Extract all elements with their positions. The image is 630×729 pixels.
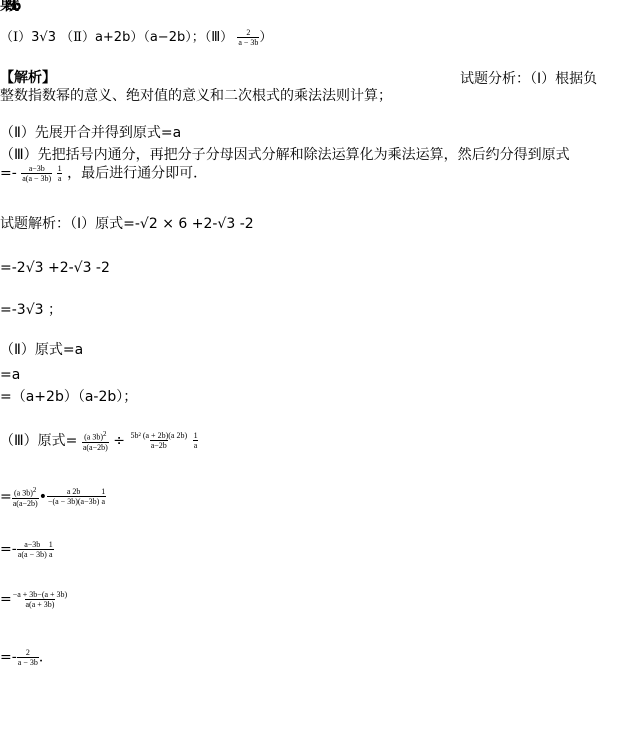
solution-part2-line-3: =（a+2b）（a-2b）； <box>0 389 138 405</box>
solution-part2-line-2: =a <box>0 367 21 383</box>
r2-frac-1: $\frac{a-3b}{a(a - 3b)}$ <box>17 540 47 559</box>
solution-step-r2: =- $\frac{a-3b}{a(a - 3b)}$ $\frac{1}{a}$ <box>0 540 53 559</box>
solution-step-r3: = $\frac{-a + 3b-(a + 3b)}{a(a + 3b)}$ <box>0 590 68 609</box>
solution-step-2: =-3√3 ； <box>0 302 62 318</box>
problem-answer-line <box>0 28 272 47</box>
solution-intro-expr: -√2 × 6 +2-√3 -2 <box>134 216 254 232</box>
analysis-right-title: 试题分析：（Ⅰ）根据负 <box>460 71 598 87</box>
analysis-line-3: （Ⅲ）先把括号内通分，再把分子分母因式分解和除法运算化为乘法运算，然后约分得到原式 <box>0 147 570 163</box>
garbled-header: 果统b <box>0 0 15 14</box>
analysis-line-2: （Ⅱ）先展开合并得到原式=a <box>0 125 182 141</box>
part2-label: （Ⅱ） <box>60 30 95 45</box>
r2-frac-2: $\frac{1}{a}$ <box>48 540 53 559</box>
solution-part3: （Ⅲ）原式= $\frac{(a 3b)^2}{a(a-2b)}$ ÷ $\frac{\text{5b² (a + 2b)(a 2b)}}{a-2b}$ $\frac{1}{a}$ <box>0 430 198 452</box>
solution-intro: 试题解析：（Ⅰ）原式=-√2 × 6 +2-√3 -2 <box>0 216 254 232</box>
solution-step-r4: =- $\frac{2}{a - 3b}$ ． <box>0 648 53 667</box>
r3-frac: $\frac{-a + 3b-(a + 3b)}{a(a + 3b)}$ <box>12 590 68 609</box>
part3-fraction: $\frac{2}{a - 3b}$ <box>238 28 259 47</box>
solution-step-r1: = $\frac{(a 3b)^2}{a(a-2b)}$ • $\frac{a 2b}{-(a - 3b)(a-3b)}$ $\frac{1}{a}$ <box>0 486 106 508</box>
analysis-fraction-2: $\frac{1}{a}$ <box>57 164 62 183</box>
solution-step-1: =-2√3 +2-√3 -2 <box>0 260 110 276</box>
r1-frac-2: $\frac{a 2b}{-(a - 3b)(a-3b)}$ <box>47 487 100 507</box>
analysis-fraction-1: $\frac{a-3b}{a(a - 3b)}$ <box>22 164 52 183</box>
part3-frac-2: $\frac{\text{5b² (a + 2b)(a 2b)}}{a-2b}$ <box>130 431 188 451</box>
part1-value: 3√3 <box>31 30 56 45</box>
part2-value: a+2b）（a−2b）；（Ⅲ） <box>94 30 234 45</box>
part1-label: （Ⅰ） <box>0 30 32 45</box>
r1-frac-3: $\frac{1}{a}$ <box>101 487 106 507</box>
part3-frac-3: $\frac{1}{a}$ <box>193 431 198 451</box>
solution-part2: （Ⅱ）原式=a <box>0 342 84 358</box>
analysis-line-4: =- $\frac{a-3b}{a(a - 3b)}$ $\frac{1}{a}$ ，最后进行通分即可． <box>0 164 208 183</box>
analysis-heading: 【解析】 <box>0 70 56 86</box>
part3-frac-1: $\frac{(a 3b)^2}{a(a-2b)}$ <box>82 430 108 452</box>
part3-end: ） <box>259 30 273 45</box>
analysis-line-1: 整数指数幂的意义、绝对值的意义和二次根式的乘法法则计算； <box>0 88 392 104</box>
r4-frac: $\frac{2}{a - 3b}$ <box>17 648 38 667</box>
solution-part2-value: =a <box>62 342 84 358</box>
r1-frac-1: $\frac{(a 3b)^2}{a(a-2b)}$ <box>12 486 38 508</box>
analysis-line-2-value: =a <box>160 125 182 141</box>
